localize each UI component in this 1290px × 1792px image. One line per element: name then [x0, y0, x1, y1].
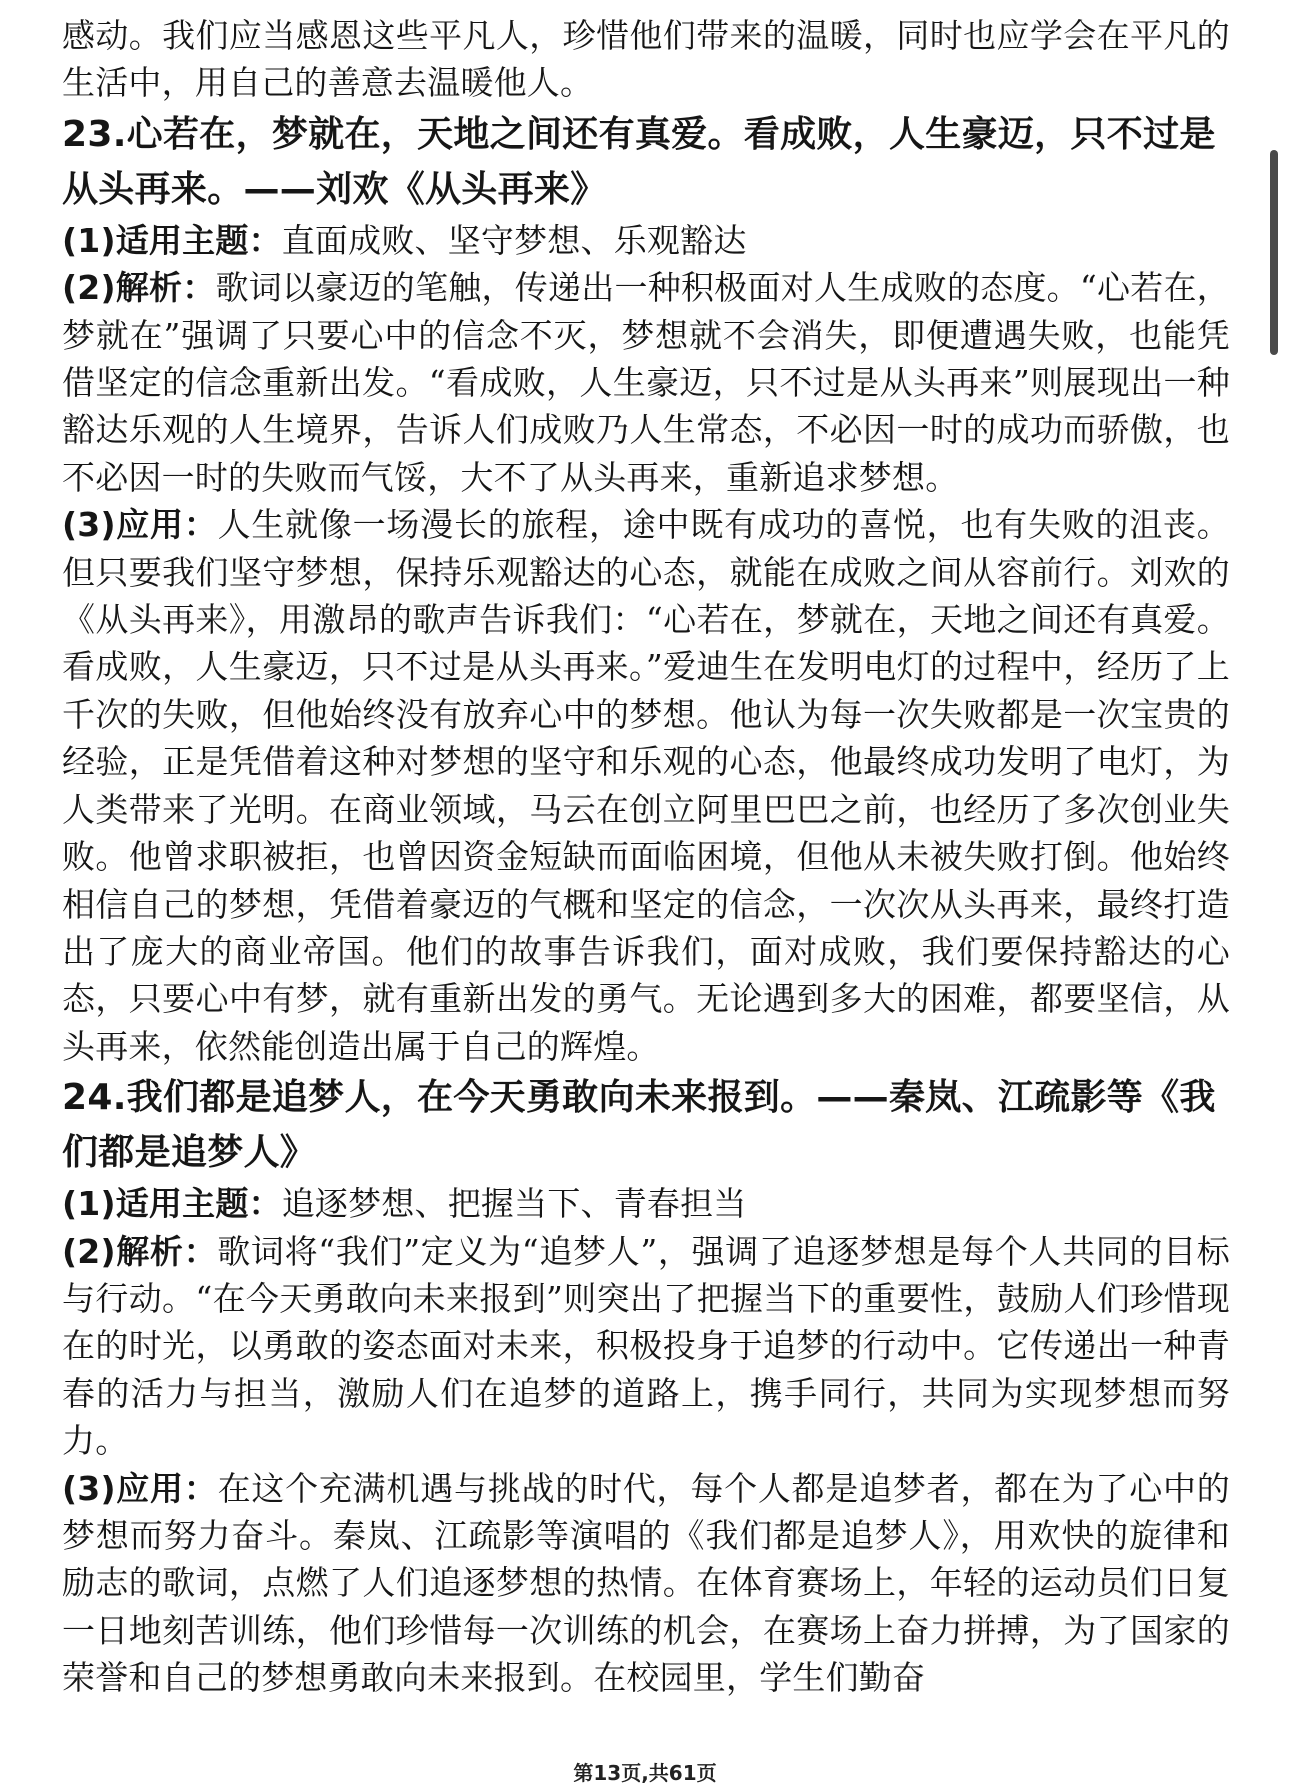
section-24-application-text: 在这个充满机遇与挑战的时代，每个人都是追梦者，都在为了心中的梦想而努力奋斗。秦岚、江疏影等演唱的《我们都是追梦人》，用欢快的旋律和励志的歌词，点燃了人们追逐梦想的热情。在体育赛场上，年轻的运动员们日复一日地刻苦训练，他们珍惜每一次训练的机会，在赛场上奋力拼搏，为了国家的荣誉和自己的梦想勇敢向未来报到。在校园里，学生们勤奋: [62, 1468, 1231, 1698]
section-24-analysis: [62, 1228, 1230, 1465]
document-page: [62, 12, 1230, 1702]
section-24-analysis-text: 歌词将“我们”定义为“追梦人”，强调了追逐梦想是每个人共同的目标与行动。“在今天勇敢向未来报到”则突出了把握当下的重要性，鼓励人们珍惜现在的时光，以勇敢的姿态面对未来，积极投身于追梦的行动中。它传递出一种青春的活力与担当，激励人们在追梦的道路上，携手同行，共同为实现梦想而努力。: [62, 1231, 1230, 1461]
section-23-application-label: (3)应用：: [62, 505, 218, 545]
section-23-application-text: 人生就像一场漫长的旅程，途中既有成功的喜悦，也有失败的沮丧。但只要我们坚守梦想，保持乐观豁达的心态，就能在成败之间从容前行。刘欢的《从头再来》，用激昂的歌声告诉我们：“心若在，梦就在，天地之间还有真爱。看成败，人生豪迈，只不过是从头再来。”爱迪生在发明电灯的过程中，经历了上千次的失败，但他始终没有放弃心中的梦想。他认为每一次失败都是一次宝贵的经验，正是凭借着这种对梦想的坚守和乐观的心态，他最终成功发明了电灯，为人类带来了光明。在商业领域，马云在创立阿里巴巴之前，也经历了多次创业失败。他曾求职被拒，也曾因资金短缺而面临困境，但他从未被失败打倒。他始终相信自己的梦想，凭借着豪迈的气概和坚定的信念，一次次从头再来，最终打造出了庞大的商业帝国。他们的故事告诉我们，面对成败，我们要保持豁达的心态，只要心中有梦，就有重新出发的勇气。无论遇到多大的困难，都要坚信，从头再来，依然能创造出属于自己的辉煌。: [62, 505, 1231, 1066]
section-24-theme-text: 追逐梦想、把握当下、青春担当: [281, 1184, 747, 1224]
section-24-application-label: (3)应用：: [62, 1468, 218, 1508]
section-23-application: [62, 501, 1230, 1070]
section-24-theme-label: (1)适用主题：: [62, 1184, 282, 1224]
section-23-theme-text: 直面成败、坚守梦想、乐观豁达: [281, 220, 747, 260]
section-24-theme: [62, 1180, 1230, 1227]
section-23-heading: 23.心若在，梦就在，天地之间还有真爱。看成败，人生豪迈，只不过是从头再来。——刘欢《从头再来》: [62, 113, 1216, 210]
scrollbar-thumb[interactable]: [1270, 150, 1278, 355]
section-23-analysis-text: 歌词以豪迈的笔触，传递出一种积极面对人生成败的态度。“心若在，梦就在”强调了只要心中的信念不灭，梦想就不会消失，即便遭遇失败，也能凭借坚定的信念重新出发。“看成败，人生豪迈，只不过是从头再来”则展现出一种豁达乐观的人生境界，告诉人们成败乃人生常态，不必因一时的成功而骄傲，也不必因一时的失败而气馁，大不了从头再来，重新追求梦想。: [62, 268, 1230, 497]
section-23-analysis: [62, 264, 1230, 501]
section-24-application: [62, 1465, 1230, 1702]
section-23-analysis-label: (2)解析：: [62, 268, 216, 308]
section-23-theme: [62, 217, 1230, 264]
intro-paragraph: 感动。我们应当感恩这些平凡人，珍惜他们带来的温暖，同时也应学会在平凡的生活中，用自己的善意去温暖他人。: [62, 16, 1230, 103]
section-23-theme-label: (1)适用主题：: [62, 220, 282, 260]
section-24-heading: 24.我们都是追梦人，在今天勇敢向未来报到。——秦岚、江疏影等《我们都是追梦人》: [62, 1077, 1216, 1174]
section-24-analysis-label: (2)解析：: [62, 1231, 218, 1271]
page-number: 第13页,共61页: [573, 1761, 717, 1785]
